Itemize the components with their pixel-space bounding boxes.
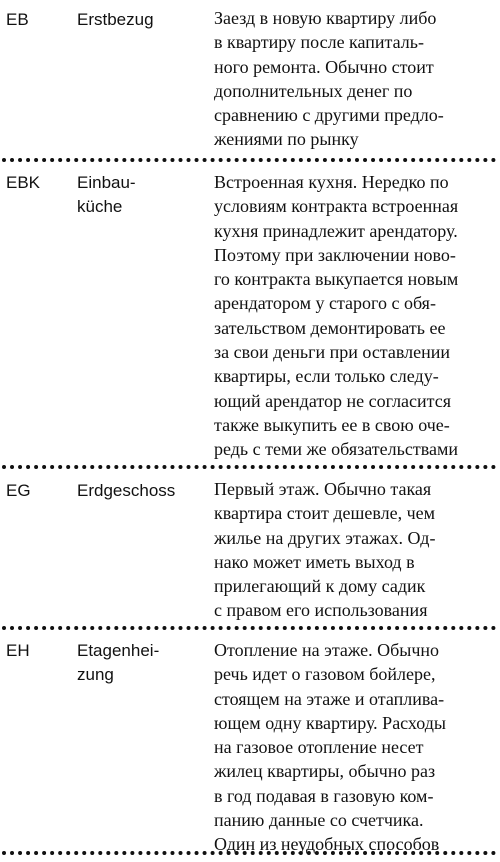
entry-abbreviation: EG [6,481,31,500]
term-line: Erdgeschoss [77,481,176,500]
description-line: редь с теми же обязательствами [214,439,458,460]
description-line: Один из неудобных способов [214,834,440,855]
entry-abbreviation: EBK [6,173,41,192]
term-line: Erstbezug [77,10,154,29]
description-line: за свои деньги при оставлении [214,342,451,363]
description-line: жилье на других этажах. Од- [214,527,436,548]
term-line: Etagenhei- [77,641,160,660]
description-line: дополнительных денег по [214,80,413,101]
description-line: Отопление на этаже. Обычно [214,640,440,660]
description-line: ного ремонта. Обычно стоит [214,56,434,77]
entry-term [77,639,195,688]
description-line: в год подавая в газовую ком- [214,785,434,806]
description-line: Встроенная кухня. Нередко по [214,172,449,192]
dotted-divider [2,626,496,630]
term-line: Einbau- [77,173,136,192]
description-line: Заезд в новую квартиру либо [214,8,437,28]
term-line: küche [77,197,123,217]
description-line: арендатором у старого с обя- [214,293,436,314]
description-line: го контракта выкупается новым [214,269,459,290]
description-line: квартира стоит дешевле, чем [214,503,436,524]
dotted-divider [2,851,496,855]
description-line: с правом его использования [214,600,428,621]
description-line: квартиры, если только следу- [214,366,439,387]
description-line: в квартиру после капиталь- [214,32,424,53]
entry-term [77,479,195,503]
description-line: прилегающий к дому садик [214,576,426,597]
dotted-divider [2,465,496,469]
description-line: кухня принадлежит арендатору. [214,220,458,241]
description-line: Поэтому при заключении ново- [214,244,456,265]
description-line: также выкупить ее в свою оче- [214,414,450,435]
entry-term [77,171,195,220]
description-line: жилец квартиры, обычно раз [214,761,436,782]
entry-description [214,638,500,857]
description-line: на газовое отопление несет [214,737,424,758]
description-line: ющий арендатор не согласится [214,390,452,411]
description-line: жениями по рынку [214,129,359,150]
description-line: условиям контракта встроенная [214,196,459,217]
description-line: речь идет о газовом бойлере, [214,664,436,685]
term-line: zung [77,665,114,685]
description-line: панию данные со счетчика. [214,810,424,831]
description-line: нако может иметь выход в [214,551,415,572]
description-line: стоящем на этаже и отаплива- [214,688,445,709]
entry-description [214,477,500,623]
dotted-divider [2,158,496,162]
entry-description [214,6,500,152]
description-line: Первый этаж. Обычно такая [214,479,432,499]
description-line: ющем одну квартиру. Расходы [214,712,446,733]
description-line: сравнению с другими предло- [214,105,444,126]
entry-term [77,8,195,32]
entry-abbreviation: EH [6,641,30,660]
entry-abbreviation: EB [6,10,29,29]
description-line: зательством демонтировать ее [214,317,446,338]
entry-description [214,170,500,462]
